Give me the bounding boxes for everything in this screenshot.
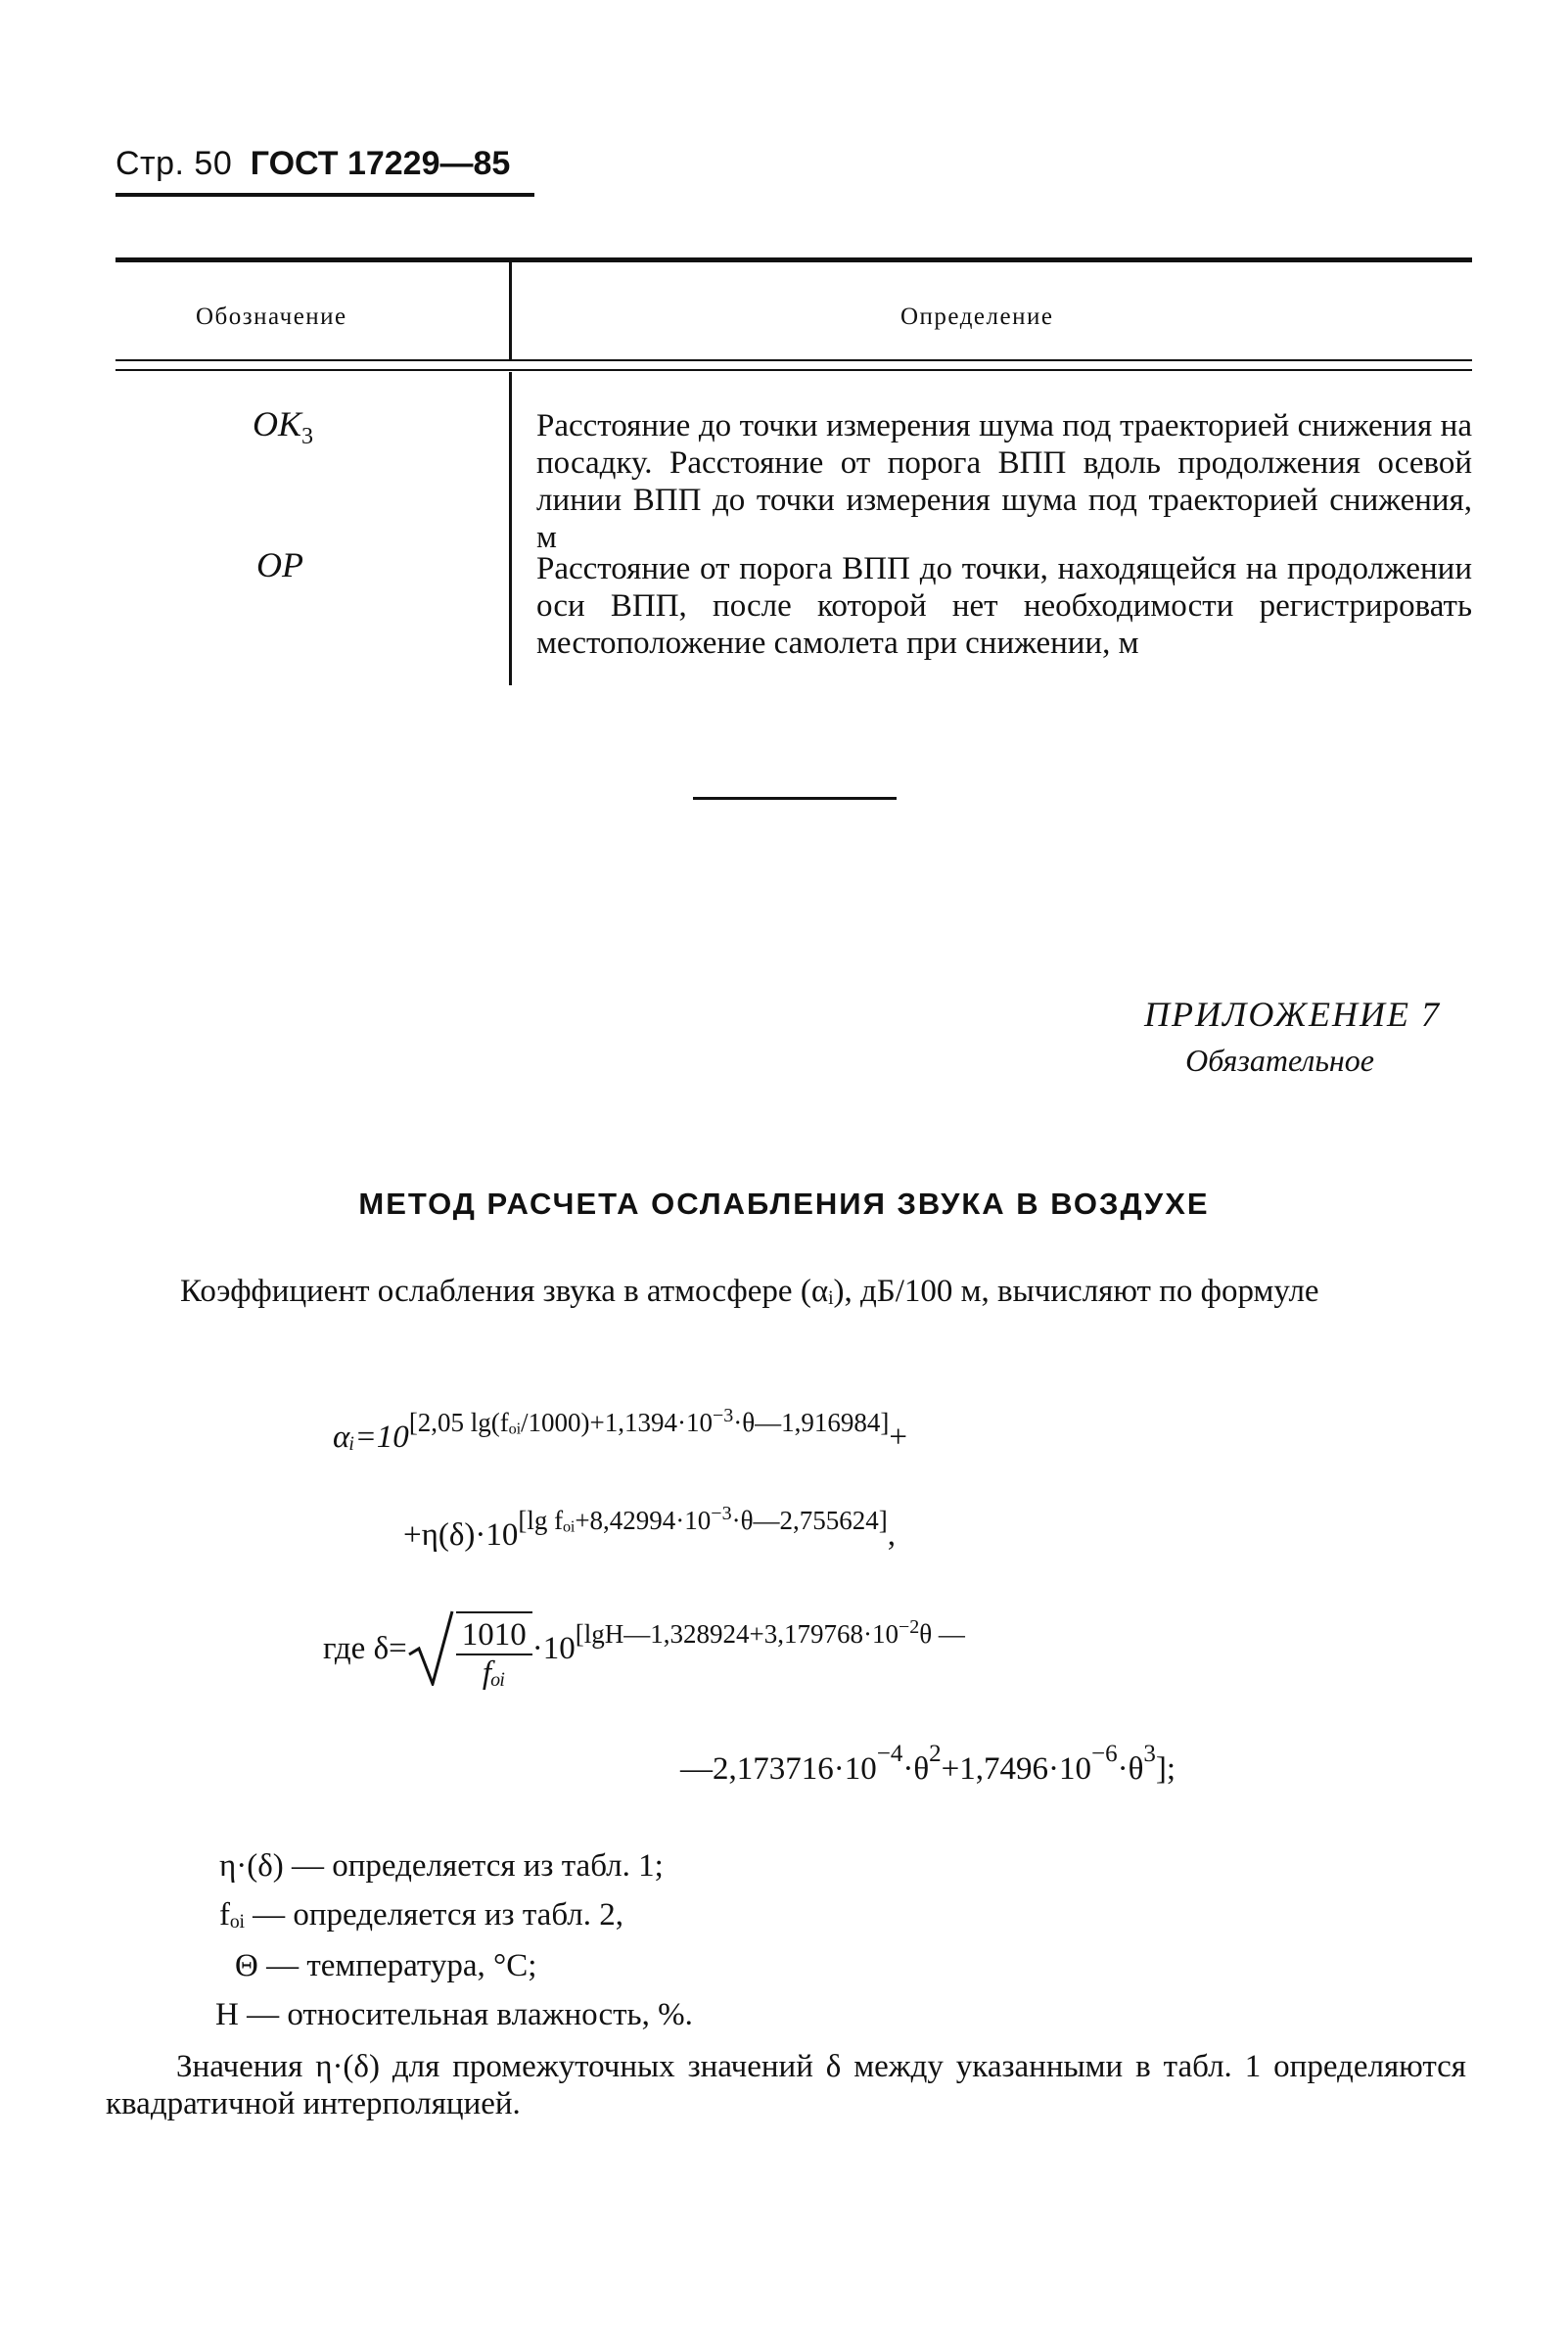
fraction: $\frac{1010}{\text{fₒᵢ}}$ [456,1617,532,1692]
appendix-number: ПРИЛОЖЕНИЕ 7 [1144,995,1441,1034]
table-row-definition: Расстояние от порога ВПП до точки, находящейся на продолжении оси ВПП, после которой нет необходимости регистрировать местоположение самолета при снижении, м [536,551,1472,661]
formula-line-1: αᵢ=10[2,05 lg(fₒᵢ/1000)+1,1394·10−3·θ—1,916984]+ [333,1405,908,1455]
page-number: Стр. 50 [115,145,233,182]
page-header [115,145,510,183]
section-divider [693,797,897,800]
table-header-rule-2 [115,369,1472,371]
section-title: МЕТОД РАСЧЕТА ОСЛАБЛЕНИЯ ЗВУКА В ВОЗДУХЕ [358,1187,1210,1221]
formula-line-3: где δ= $\frac{1010}{\text{fₒᵢ}}$ $\cdot 10^{[lgH—1,328924+3,179768\cdot 10^{-2}\theta —}$ [323,1607,965,1695]
table-row-definition: Расстояние до точки измерения шума под траекторией снижения на посадку. Расстояние от порога ВПП вдоль продолжения осевой линии ВПП до точки измерения шума под траекторией снижения, м [536,408,1472,555]
closing-paragraph: Значения η·(δ) для промежуточных значений δ между указанными в табл. 1 определяются квадратичной интерполяцией. [106,2049,1466,2121]
appendix-label [1144,994,1441,1079]
legend-item: H — относительная влажность, %. [215,1997,693,2032]
legend-item: Θ — температура, °С; [235,1948,537,1983]
table-body-divider [509,372,512,685]
column-header-symbol: Обозначение [196,303,347,330]
appendix-status: Обязательное [1185,1043,1374,1078]
column-header-definition: Определение [900,303,1054,330]
table-header-rule-1 [115,359,1472,361]
table-row-symbol: $OK_3$ [253,404,314,450]
intro-paragraph: Коэффициент ослабления звука в атмосфере (αᵢ), дБ/100 м, вычисляют по формуле [180,1274,1319,1309]
table-top-rule [115,257,1472,262]
formula-line-2: +η(δ)·10[lg fₒᵢ+8,42994·10−3·θ—2,755624], [403,1503,896,1553]
legend-item: η·(δ) — определяется из табл. 1; [219,1848,664,1884]
table-header-divider [509,262,512,360]
standard-number: ГОСТ 17229—85 [250,145,511,182]
table-row-symbol: OP [256,545,303,584]
header-underline [115,193,534,197]
formula-line-4: $—2,173716\cdot 10^{-4}\cdot\theta^2+1,7496\cdot 10^{-6}\cdot\theta^3$]; [680,1741,1176,1787]
sqrt-icon [407,1607,456,1695]
legend-item: fₒᵢ — определяется из табл. 2, [219,1897,623,1933]
